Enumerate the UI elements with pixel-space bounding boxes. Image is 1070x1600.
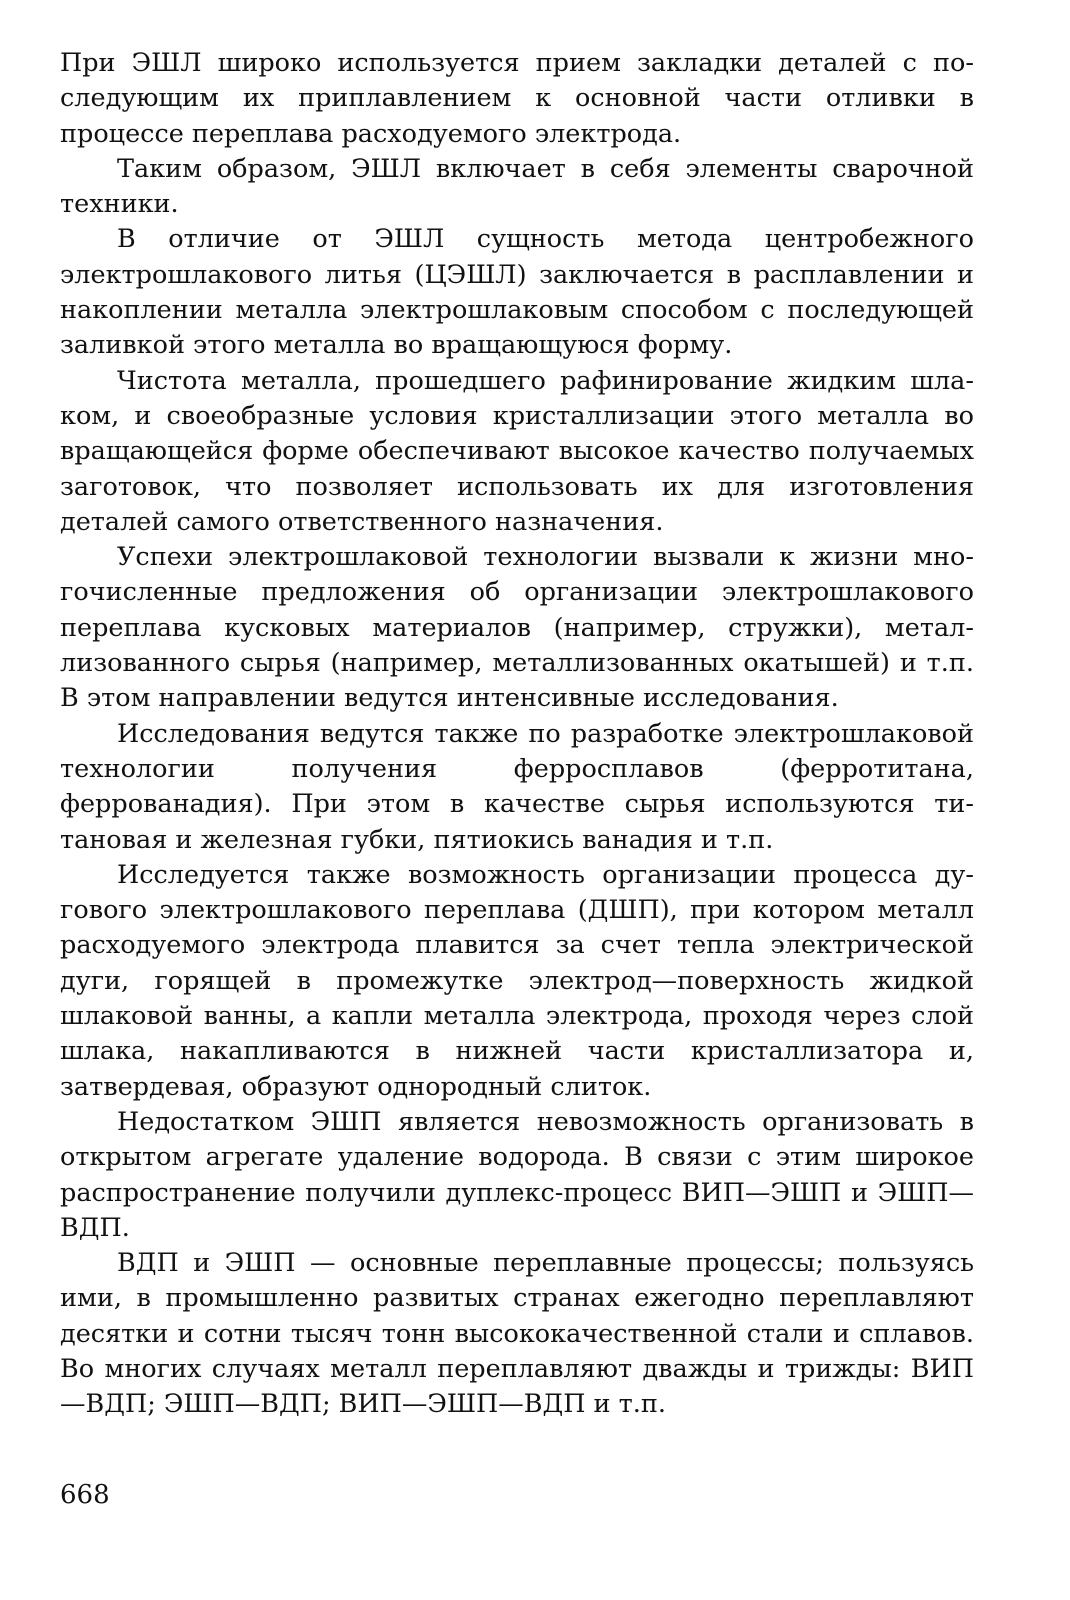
paragraph-2: Таким образом, ЭШЛ включает в себя элементы сварочной техники.	[60, 153, 974, 220]
paragraph-9: ВДП и ЭШП — основные переплавные процессы; пользуясь ими, в промышленно развитых странах ежегодно переплавляют десятки и сотни тысяч тонн высококачественной стали и сплавов. Во многих случаях металл переплавляют дважды и трижды: ВИП—ВДП; ЭШП—ВДП; ВИП—ЭШП—ВДП и т.п.	[60, 1248, 974, 1420]
paragraph-6: Исследования ведутся также по разработке электрошлаковой технологии получения ферросплавов (ферротитана, феррованадия). При этом в качестве сырья используются титановая и железная губки, пятиокись ванадия и т.п.	[60, 718, 974, 855]
page-body	[60, 46, 974, 1423]
paragraph-3: В отличие от ЭШЛ сущность метода центробежного электрошлакового литья (ЦЭШЛ) заключается в расплавлении и накоплении металла электрошлаковым способом с последующей заливкой этого металла во вращающуюся форму.	[60, 224, 974, 361]
paragraph-1: При ЭШЛ широко используется прием закладки деталей с последующим их приплавлением к основной части отливки в процессе переплава расходуемого электрода.	[60, 48, 974, 149]
paragraph-4: Чистота металла, прошедшего рафинирование жидким шлаком, и своеобразные условия кристаллизации этого металла во вращающейся форме обеспечивают высокое качество получаемых заготовок, что позволяет использовать их для изготовления деталей самого ответственного назначения.	[60, 365, 974, 537]
paragraph-8: Недостатком ЭШП является невозможность организовать в открытом агрегате удаление водорода. В связи с этим широкое распространение получили дуплекс-процесс ВИП—ЭШП и ЭШП—ВДП.	[60, 1106, 974, 1243]
paragraph-5: Успехи электрошлаковой технологии вызвали к жизни многочисленные предложения об организации электрошлакового переплава кусковых материалов (например, стружки), металлизованного сырья (например, металлизованных окатышей) и т.п. В этом направлении ведутся интенсивные исследования.	[60, 542, 974, 714]
paragraph-7: Исследуется также возможность организации процесса дугового электрошлакового переплава (ДШП), при котором металл расходуемого электрода плавится за счет тепла электрической дуги, горящей в промежутке электрод—поверхность жидкой шлаковой ванны, а капли металла электрода, проходя через слой шлака, накапливаются в нижней части кристаллизатора и, затвердевая, образуют однородный слиток.	[60, 859, 974, 1102]
page-number: 668	[60, 1480, 110, 1510]
